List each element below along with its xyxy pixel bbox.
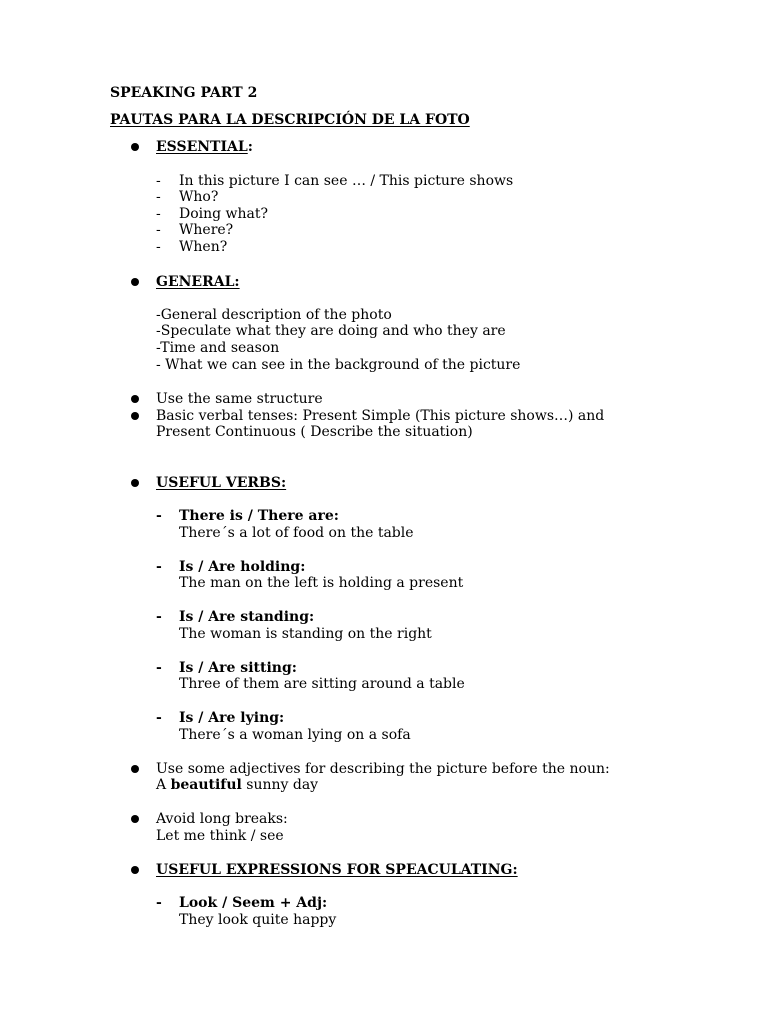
dash-marker: -: [156, 173, 161, 189]
essential-item: Where?: [179, 222, 234, 238]
breaks-example: Let me think / see: [156, 828, 284, 844]
bullet: [131, 479, 139, 487]
general-line: -Time and season: [156, 340, 280, 356]
useful-verbs-heading: USEFUL VERBS:: [156, 475, 287, 491]
verb-label: There is / There are:: [179, 508, 339, 524]
bullet: [131, 412, 139, 420]
essential-item: When?: [179, 239, 228, 255]
bullet: [131, 866, 139, 874]
expressions-heading: USEFUL EXPRESSIONS FOR SPEACULATING:: [156, 862, 518, 878]
dash-marker: -: [156, 206, 161, 222]
dash-marker: -: [156, 222, 161, 238]
verb-label: Is / Are lying:: [179, 710, 285, 726]
verb-example: The woman is standing on the right: [179, 626, 432, 642]
verb-label: Is / Are standing:: [179, 609, 315, 625]
verb-example: There´s a lot of food on the table: [179, 525, 414, 541]
dash-marker: -: [156, 189, 161, 205]
bullet: [131, 765, 139, 773]
page-subtitle: PAUTAS PARA LA DESCRIPCIÓN DE LA FOTO: [110, 112, 470, 128]
dash-marker: -: [156, 508, 162, 524]
expression-example: They look quite happy: [179, 912, 337, 928]
essential-item: Doing what?: [179, 206, 269, 222]
verb-example: The man on the left is holding a present: [179, 575, 464, 591]
dash-marker: -: [156, 239, 161, 255]
dash-marker: -: [156, 559, 162, 575]
essential-item: Who?: [179, 189, 219, 205]
dash-marker: -: [156, 710, 162, 726]
breaks-text: Avoid long breaks:: [156, 811, 288, 827]
tenses-text-continued: Present Continuous ( Describe the situation): [156, 424, 473, 440]
general-line: -Speculate what they are doing and who they are: [156, 323, 506, 339]
expression-label: Look / Seem + Adj:: [179, 895, 328, 911]
verb-label: Is / Are sitting:: [179, 660, 297, 676]
tenses-text: Basic verbal tenses: Present Simple (This picture shows…) and: [156, 408, 605, 424]
page-title: SPEAKING PART 2: [110, 85, 258, 101]
bullet: [131, 395, 139, 403]
general-heading: GENERAL:: [156, 274, 240, 290]
essential-heading: ESSENTIAL:: [156, 139, 253, 155]
essential-item: In this picture I can see … / This picture shows: [179, 173, 514, 189]
dash-marker: -: [156, 660, 162, 676]
adjectives-text: Use some adjectives for describing the picture before the noun:: [156, 761, 610, 777]
bullet: [131, 278, 139, 286]
adjectives-example: A beautiful sunny day: [156, 777, 319, 793]
dash-marker: -: [156, 609, 162, 625]
bullet: [131, 143, 139, 151]
dash-marker: -: [156, 895, 162, 911]
general-line: -General description of the photo: [156, 307, 392, 323]
bullet: [131, 815, 139, 823]
general-line: - What we can see in the background of the picture: [156, 357, 521, 373]
verb-example: Three of them are sitting around a table: [179, 676, 465, 692]
verb-example: There´s a woman lying on a sofa: [179, 727, 411, 743]
same-structure-text: Use the same structure: [156, 391, 323, 407]
verb-label: Is / Are holding:: [179, 559, 306, 575]
